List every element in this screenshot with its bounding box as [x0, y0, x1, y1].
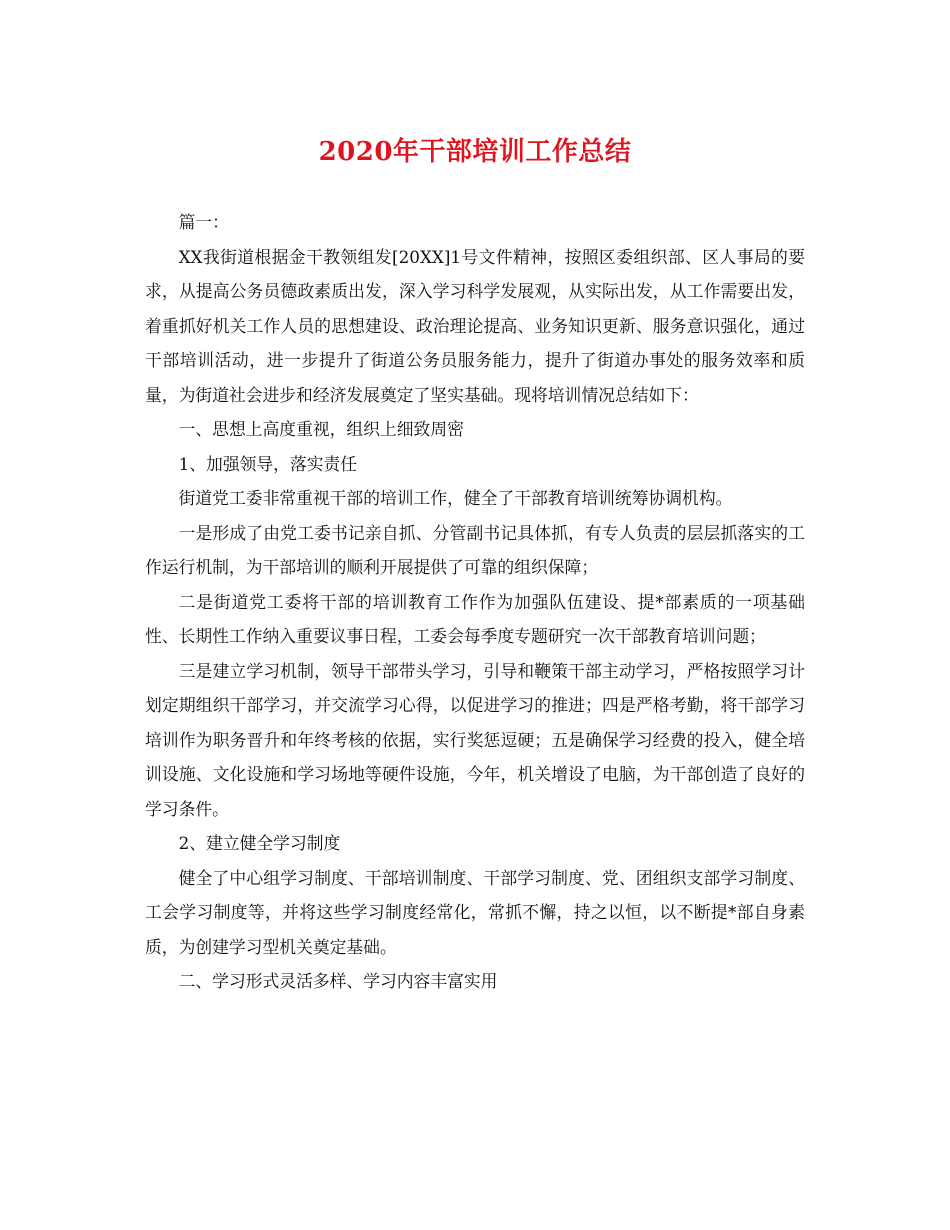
heading-section-1: 一、思想上高度重视，组织上细致周密: [178, 419, 464, 439]
paragraph-intro: XX我街道根据金干教领组发[20XX]1号文件精神，按照区委组织部、区人事局的要求，从提高公务员德政素质出发，深入学习科学发展观，从实际出发，从工作需要出发，着重抓好机关工作人员的思想建设、政治理论提高、业务知识更新、服务意识强化，通过干部培训活动，进一步提升了街道公务员服务能力，提升了街道办事处的服务效率和质量，为街道社会进步和经济发展奠定了坚实基础。现将培训情况总结如下：: [145, 246, 805, 405]
paragraph-section-label: 篇一：: [178, 212, 229, 232]
document-body: [145, 205, 805, 999]
paragraph-systems: 健全了中心组学习制度、干部培训制度、干部学习制度、党、团组织支部学习制度、工会学习制度等，并将这些学习制度经常化，常抓不懈，持之以恒，以不断提*部自身素质，为创建学习型机关奠定基础。: [145, 867, 805, 957]
paragraph-point-one: 一是形成了由党工委书记亲自抓、分管副书记具体抓，有专人负责的层层抓落实的工作运行机制，为干部培训的顺利开展提供了可靠的组织保障；: [145, 522, 805, 577]
paragraph-leadership: 街道党工委非常重视干部的培训工作，健全了干部教育培训统筹协调机构。: [178, 488, 733, 508]
heading-subsection-2: 2、建立健全学习制度: [178, 833, 341, 853]
document-title: 2020年干部培训工作总结: [318, 137, 632, 167]
heading-subsection-1: 1、加强领导，落实责任: [178, 453, 358, 474]
paragraph-point-two: 二是街道党工委将干部的培训教育工作作为加强队伍建设、提*部素质的一项基础性、长期性工作纳入重要议事日程，工委会每季度专题研究一次干部教育培训问题；: [145, 591, 805, 646]
paragraph-point-three: 三是建立学习机制，领导干部带头学习，引导和鞭策干部主动学习，严格按照学习计划定期组织干部学习，并交流学习心得，以促进学习的推进；四是严格考勤，将干部学习培训作为职务晋升和年终考核的依据，实行奖惩逗硬；五是确保学习经费的投入，健全培训设施、文化设施和学习场地等硬件设施，今年，机关增设了电脑，为干部创造了良好的学习条件。: [145, 660, 805, 819]
heading-section-2: 二、学习形式灵活多样、学习内容丰富实用: [178, 971, 498, 991]
